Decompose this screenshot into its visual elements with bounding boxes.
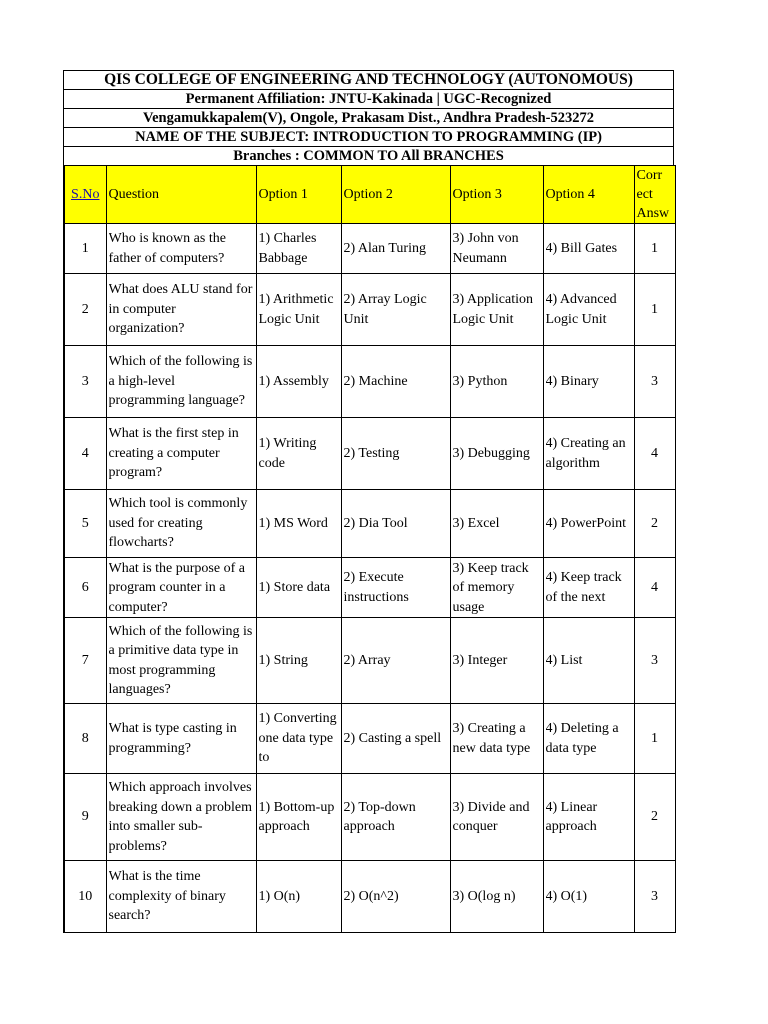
row-sno: 5 [64,490,106,558]
row-sno: 7 [64,618,106,704]
row-question: What is the time complexity of binary search? [106,861,256,933]
row-option-3: 3) Integer [450,618,543,704]
questions-table [63,165,676,933]
col-sno[interactable]: S.No [64,166,106,224]
row-sno: 6 [64,558,106,618]
table-row [64,490,675,558]
row-option-4: 4) PowerPoint [543,490,634,558]
row-question: Which approach involves breaking down a problem into smaller sub-problems? [106,774,256,861]
affiliation-line: Permanent Affiliation: JNTU-Kakinada | UGC-Recognized [63,89,674,108]
row-correct-answer: 1 [634,274,675,346]
row-option-4: 4) Binary [543,346,634,418]
college-title: QIS COLLEGE OF ENGINEERING AND TECHNOLOGY (AUTONOMOUS) [63,70,674,89]
row-option-4: 4) Advanced Logic Unit [543,274,634,346]
row-option-2: 2) Machine [341,346,450,418]
table-row [64,774,675,861]
row-question: What does ALU stand for in computer organization? [106,274,256,346]
row-option-4: 4) Keep track of the next [543,558,634,618]
col-option-1: Option 1 [256,166,341,224]
row-option-3: 3) Excel [450,490,543,558]
col-option-2: Option 2 [341,166,450,224]
row-option-2: 2) Array Logic Unit [341,274,450,346]
column-header-row [64,166,675,224]
table-row [64,274,675,346]
row-question: What is the purpose of a program counter in a computer? [106,558,256,618]
subject-line: NAME OF THE SUBJECT: INTRODUCTION TO PROGRAMMING (IP) [63,127,674,146]
row-correct-answer: 3 [634,346,675,418]
col-option-4: Option 4 [543,166,634,224]
row-option-3: 3) Debugging [450,418,543,490]
table-row [64,618,675,704]
row-option-1: 1) Store data [256,558,341,618]
row-sno: 10 [64,861,106,933]
row-option-1: 1) Writing code [256,418,341,490]
row-correct-answer: 1 [634,704,675,774]
table-row [64,861,675,933]
row-sno: 9 [64,774,106,861]
row-option-4: 4) O(1) [543,861,634,933]
row-option-2: 2) Alan Turing [341,224,450,274]
col-correct-answer: Corr ect Answ [634,166,675,224]
row-question: Which tool is commonly used for creating flowcharts? [106,490,256,558]
row-option-4: 4) List [543,618,634,704]
table-row [64,704,675,774]
row-option-1: 1) MS Word [256,490,341,558]
row-option-1: 1) Converting one data type to [256,704,341,774]
col-option-3: Option 3 [450,166,543,224]
row-option-2: 2) Execute instructions [341,558,450,618]
row-correct-answer: 4 [634,418,675,490]
row-option-2: 2) Dia Tool [341,490,450,558]
row-sno: 2 [64,274,106,346]
row-option-2: 2) Top-down approach [341,774,450,861]
address-line: Vengamukkapalem(V), Ongole, Prakasam Dist., Andhra Pradesh-523272 [63,108,674,127]
row-option-4: 4) Deleting a data type [543,704,634,774]
row-option-3: 3) O(log n) [450,861,543,933]
row-option-2: 2) Testing [341,418,450,490]
table-row [64,558,675,618]
row-correct-answer: 3 [634,861,675,933]
question-sheet [63,70,674,933]
row-question: What is the first step in creating a computer program? [106,418,256,490]
row-option-1: 1) Arithmetic Logic Unit [256,274,341,346]
table-row [64,224,675,274]
row-option-3: 3) John von Neumann [450,224,543,274]
row-sno: 1 [64,224,106,274]
row-option-1: 1) String [256,618,341,704]
row-option-3: 3) Creating a new data type [450,704,543,774]
row-option-2: 2) Array [341,618,450,704]
row-option-4: 4) Creating an algorithm [543,418,634,490]
row-option-4: 4) Linear approach [543,774,634,861]
row-option-3: 3) Application Logic Unit [450,274,543,346]
row-option-3: 3) Divide and conquer [450,774,543,861]
row-option-1: 1) Assembly [256,346,341,418]
row-question: Which of the following is a primitive data type in most programming languages? [106,618,256,704]
row-option-1: 1) O(n) [256,861,341,933]
row-question: What is type casting in programming? [106,704,256,774]
table-row [64,418,675,490]
row-correct-answer: 4 [634,558,675,618]
row-option-2: 2) Casting a spell [341,704,450,774]
table-row [64,346,675,418]
row-option-1: 1) Bottom-up approach [256,774,341,861]
row-sno: 8 [64,704,106,774]
row-correct-answer: 1 [634,224,675,274]
row-option-1: 1) Charles Babbage [256,224,341,274]
row-sno: 3 [64,346,106,418]
row-question: Which of the following is a high-level programming language? [106,346,256,418]
row-option-4: 4) Bill Gates [543,224,634,274]
row-correct-answer: 3 [634,618,675,704]
row-option-2: 2) O(n^2) [341,861,450,933]
row-sno: 4 [64,418,106,490]
row-correct-answer: 2 [634,774,675,861]
row-correct-answer: 2 [634,490,675,558]
row-option-3: 3) Python [450,346,543,418]
col-question: Question [106,166,256,224]
row-option-3: 3) Keep track of memory usage [450,558,543,618]
row-question: Who is known as the father of computers? [106,224,256,274]
branches-line: Branches : COMMON TO All BRANCHES [63,146,674,165]
